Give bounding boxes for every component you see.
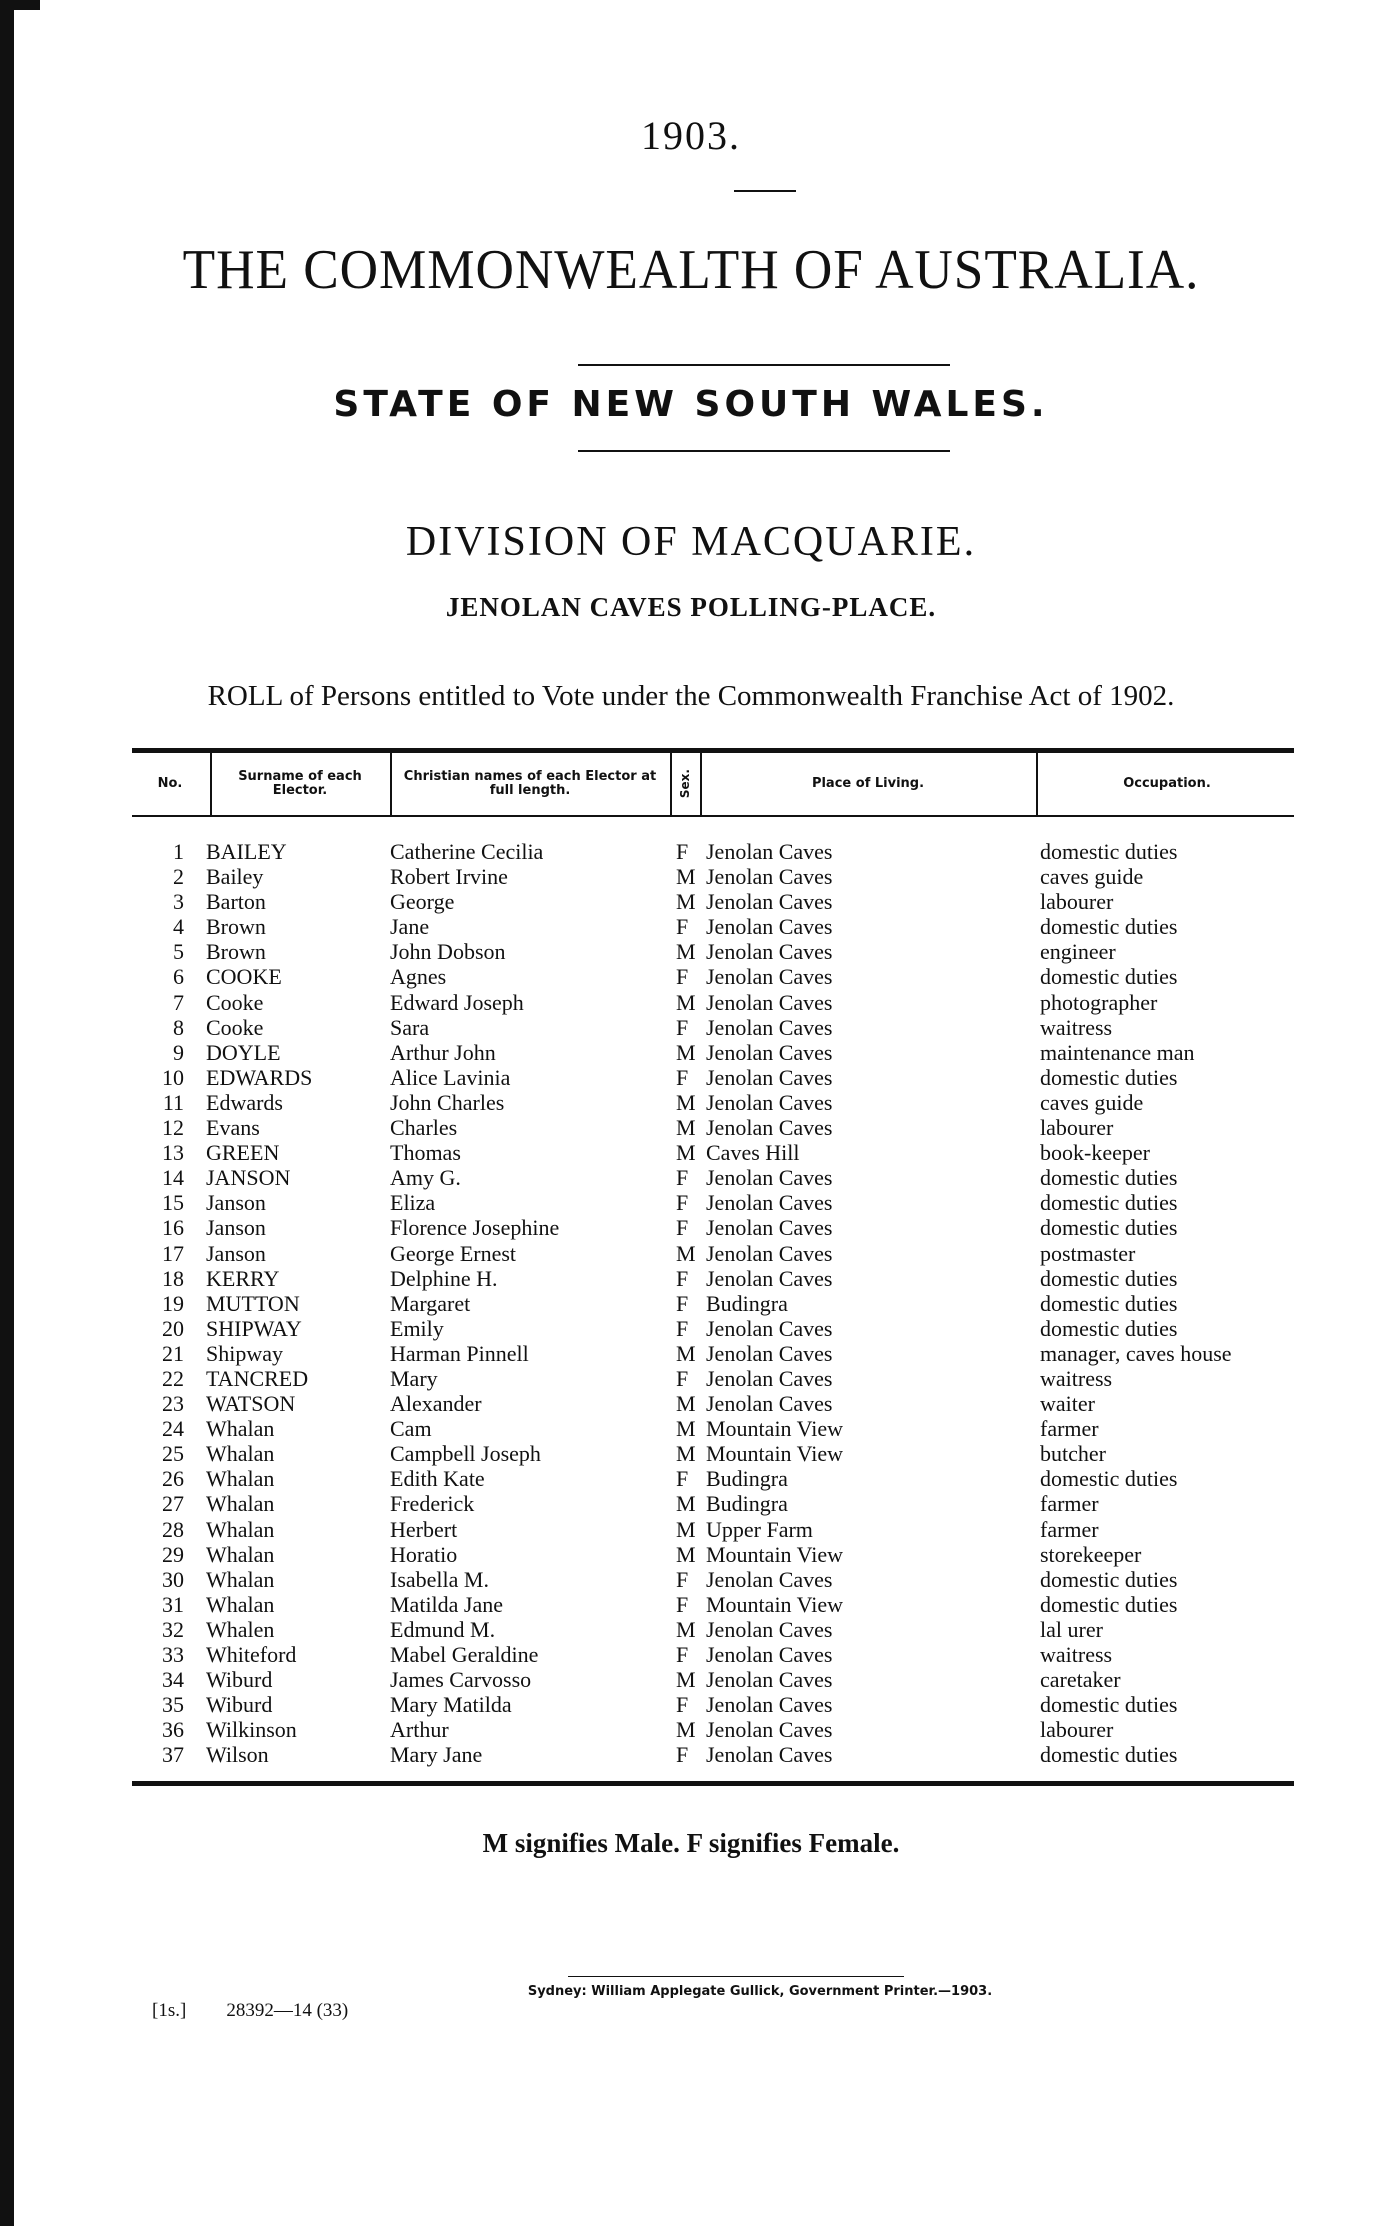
table-row (132, 1567, 1294, 1592)
scan-edge-bar (0, 0, 14, 2226)
col-header-christian-names: Christian names of each Elector at full length. (403, 769, 657, 798)
row-occupation: domestic duties (1040, 1315, 1178, 1341)
row-surname: Whalan (206, 1591, 275, 1617)
row-sex: M (676, 1340, 696, 1366)
row-place-of-living: Jenolan Caves (706, 1742, 833, 1768)
row-sex: F (676, 1290, 689, 1316)
row-surname: DOYLE (206, 1039, 281, 1065)
row-place-of-living: Jenolan Caves (706, 1165, 833, 1191)
row-surname: Cooke (206, 1014, 264, 1040)
row-occupation: book-keeper (1040, 1140, 1150, 1166)
row-sex: F (676, 964, 689, 990)
row-sex: F (676, 839, 689, 864)
header-divider (1036, 753, 1038, 815)
row-number: 24 (162, 1416, 184, 1442)
row-occupation: domestic duties (1040, 1692, 1178, 1718)
row-occupation: waiter (1040, 1391, 1095, 1417)
table-row (132, 1115, 1294, 1140)
table-row (132, 1165, 1294, 1190)
row-sex: F (676, 1742, 689, 1768)
table-row (132, 1517, 1294, 1542)
table-body (132, 839, 1294, 1767)
row-sex: F (676, 1642, 689, 1667)
division-heading: DIVISION OF MACQUARIE. (405, 519, 977, 565)
row-number: 2 (173, 864, 184, 890)
row-christian-names: Agnes (390, 964, 447, 990)
row-place-of-living: Jenolan Caves (706, 914, 833, 940)
table-row (132, 1391, 1294, 1416)
row-place-of-living: Jenolan Caves (706, 1340, 833, 1366)
row-number: 10 (162, 1064, 184, 1090)
row-number: 20 (162, 1315, 184, 1341)
row-number: 25 (162, 1441, 184, 1467)
print-code (152, 2000, 348, 2022)
row-place-of-living: Budingra (706, 1491, 788, 1517)
row-christian-names: Mary Matilda (390, 1692, 512, 1718)
row-sex: M (676, 1717, 696, 1743)
row-surname: SHIPWAY (206, 1315, 302, 1341)
row-place-of-living: Jenolan Caves (706, 1692, 833, 1718)
row-surname: Brown (206, 939, 266, 965)
row-sex: M (676, 1416, 696, 1442)
row-surname: Wilson (206, 1742, 269, 1768)
row-christian-names: Eliza (390, 1190, 436, 1216)
row-surname: Whalan (206, 1441, 275, 1467)
row-place-of-living: Mountain View (706, 1541, 843, 1567)
row-sex: F (676, 1014, 689, 1040)
electoral-roll-table (132, 748, 1294, 1786)
row-christian-names: Isabella M. (390, 1566, 489, 1592)
header-divider (700, 753, 702, 815)
row-occupation: labourer (1040, 1115, 1114, 1141)
row-sex: M (676, 1140, 696, 1166)
row-number: 29 (162, 1541, 184, 1567)
table-row (132, 1667, 1294, 1692)
row-surname: EDWARDS (206, 1064, 313, 1090)
row-christian-names: Matilda Jane (390, 1591, 504, 1617)
row-surname: Bailey (206, 864, 264, 890)
imprint-rule (568, 1976, 904, 1977)
row-sex: M (676, 939, 696, 965)
table-row (132, 1592, 1294, 1617)
row-surname: Whalan (206, 1466, 275, 1492)
row-occupation: domestic duties (1040, 1290, 1178, 1316)
table-row (132, 1065, 1294, 1090)
row-number: 16 (162, 1215, 184, 1241)
row-occupation: waitress (1040, 1365, 1113, 1391)
table-row (132, 1040, 1294, 1065)
row-sex: M (676, 1089, 696, 1115)
col-header-sex: Sex. (678, 769, 692, 799)
row-occupation: domestic duties (1040, 1466, 1178, 1492)
table-row (132, 1491, 1294, 1516)
row-place-of-living: Jenolan Caves (706, 939, 833, 965)
row-place-of-living: Jenolan Caves (706, 1717, 833, 1743)
table-row (132, 1316, 1294, 1341)
row-occupation: labourer (1040, 1717, 1114, 1743)
row-occupation: caves guide (1040, 864, 1144, 890)
table-row (132, 990, 1294, 1015)
row-occupation: farmer (1040, 1516, 1099, 1542)
row-sex: M (676, 1039, 696, 1065)
row-surname: Cooke (206, 989, 264, 1015)
row-sex: M (676, 1441, 696, 1467)
row-place-of-living: Jenolan Caves (706, 964, 833, 990)
row-surname: Wiburd (206, 1692, 273, 1718)
row-sex: F (676, 1365, 689, 1391)
row-place-of-living: Upper Farm (706, 1516, 813, 1542)
row-place-of-living: Jenolan Caves (706, 1667, 833, 1693)
row-number: 27 (162, 1491, 184, 1517)
row-christian-names: Mary Jane (390, 1742, 483, 1768)
header-divider (390, 753, 392, 815)
row-place-of-living: Jenolan Caves (706, 839, 833, 864)
row-place-of-living: Jenolan Caves (706, 889, 833, 915)
print-number: 28392—14 (33) (226, 2000, 349, 2021)
row-occupation: domestic duties (1040, 1064, 1178, 1090)
row-sex: M (676, 1491, 696, 1517)
table-row (132, 1341, 1294, 1366)
row-occupation: engineer (1040, 939, 1116, 965)
row-surname: Whalan (206, 1516, 275, 1542)
row-occupation: domestic duties (1040, 964, 1178, 990)
row-place-of-living: Jenolan Caves (706, 1365, 833, 1391)
row-occupation: domestic duties (1040, 1190, 1178, 1216)
table-row (132, 1742, 1294, 1767)
row-sex: F (676, 1315, 689, 1341)
table-row (132, 839, 1294, 864)
row-surname: MUTTON (206, 1290, 300, 1316)
row-number: 11 (162, 1089, 184, 1115)
row-sex: M (676, 864, 696, 890)
table-row (132, 1241, 1294, 1266)
row-place-of-living: Mountain View (706, 1441, 843, 1467)
row-occupation: domestic duties (1040, 1165, 1178, 1191)
table-row (132, 1140, 1294, 1165)
row-number: 13 (162, 1140, 184, 1166)
row-number: 8 (173, 1014, 184, 1040)
row-christian-names: Harman Pinnell (390, 1340, 529, 1366)
row-surname: Whalen (206, 1616, 275, 1642)
row-occupation: caves guide (1040, 1089, 1144, 1115)
row-christian-names: Herbert (390, 1516, 458, 1542)
col-header-place: Place of Living. (811, 776, 925, 791)
row-occupation: domestic duties (1040, 1215, 1178, 1241)
row-christian-names: Campbell Joseph (390, 1441, 541, 1467)
table-row (132, 1266, 1294, 1291)
table-row (132, 1692, 1294, 1717)
row-place-of-living: Jenolan Caves (706, 864, 833, 890)
row-number: 18 (162, 1265, 184, 1291)
row-sex: M (676, 1391, 696, 1417)
row-surname: BAILEY (206, 839, 287, 864)
row-surname: Janson (206, 1240, 266, 1266)
row-sex: F (676, 1165, 689, 1191)
row-surname: COOKE (206, 964, 282, 990)
row-sex: F (676, 1215, 689, 1241)
row-number: 12 (162, 1115, 184, 1141)
row-number: 5 (173, 939, 184, 965)
row-number: 31 (162, 1591, 184, 1617)
row-christian-names: Margaret (390, 1290, 471, 1316)
row-surname: Janson (206, 1190, 266, 1216)
row-number: 19 (162, 1290, 184, 1316)
row-sex: F (676, 1692, 689, 1718)
table-row (132, 1090, 1294, 1115)
row-christian-names: Catherine Cecilia (390, 839, 544, 864)
year-heading: 1903. (641, 113, 741, 158)
row-occupation: postmaster (1040, 1240, 1136, 1266)
row-christian-names: Sara (390, 1014, 430, 1040)
row-christian-names: John Dobson (390, 939, 506, 965)
row-number: 17 (162, 1240, 184, 1266)
row-sex: F (676, 1190, 689, 1216)
row-sex: M (676, 1616, 696, 1642)
table-row (132, 1441, 1294, 1466)
row-place-of-living: Mountain View (706, 1591, 843, 1617)
table-row (132, 1542, 1294, 1567)
polling-place-heading: JENOLAN CAVES POLLING-PLACE. (445, 592, 937, 622)
rule-above-state (578, 364, 950, 366)
row-surname: Wiburd (206, 1667, 273, 1693)
col-header-occupation: Occupation. (1123, 776, 1211, 791)
row-christian-names: Frederick (390, 1491, 475, 1517)
row-occupation: manager, caves house (1040, 1340, 1232, 1366)
row-surname: Brown (206, 914, 266, 940)
row-occupation: photographer (1040, 989, 1158, 1015)
row-sex: M (676, 1240, 696, 1266)
row-surname: Whalan (206, 1541, 275, 1567)
row-number: 14 (162, 1165, 184, 1191)
row-occupation: storekeeper (1040, 1541, 1142, 1567)
row-sex: F (676, 1566, 689, 1592)
row-number: 7 (173, 989, 184, 1015)
row-place-of-living: Jenolan Caves (706, 1566, 833, 1592)
row-occupation: domestic duties (1040, 839, 1178, 864)
row-surname: GREEN (206, 1140, 280, 1166)
row-christian-names: George Ernest (390, 1240, 517, 1266)
row-christian-names: Mary (390, 1365, 438, 1391)
row-place-of-living: Jenolan Caves (706, 1014, 833, 1040)
row-number: 34 (162, 1667, 184, 1693)
row-number: 35 (162, 1692, 184, 1718)
row-surname: JANSON (206, 1165, 291, 1191)
state-heading: STATE OF NEW SOUTH WALES. (333, 384, 1049, 425)
row-occupation: maintenance man (1040, 1039, 1195, 1065)
row-occupation: domestic duties (1040, 1265, 1178, 1291)
row-christian-names: Delphine H. (390, 1265, 498, 1291)
row-christian-names: John Charles (390, 1089, 505, 1115)
row-christian-names: James Carvosso (390, 1667, 532, 1693)
table-row (132, 1642, 1294, 1667)
row-occupation: caretaker (1040, 1667, 1121, 1693)
row-christian-names: Robert Irvine (390, 864, 508, 890)
row-christian-names: Mabel Geraldine (390, 1642, 539, 1667)
row-number: 23 (162, 1391, 184, 1417)
row-surname: Barton (206, 889, 266, 915)
row-number: 1 (173, 839, 184, 864)
row-surname: Wilkinson (206, 1717, 297, 1743)
row-place-of-living: Jenolan Caves (706, 1315, 833, 1341)
row-christian-names: Edith Kate (390, 1466, 485, 1492)
row-christian-names: Arthur (390, 1717, 449, 1743)
table-row (132, 1717, 1294, 1742)
row-christian-names: Horatio (390, 1541, 458, 1567)
row-christian-names: Florence Josephine (390, 1215, 560, 1241)
row-occupation: butcher (1040, 1441, 1106, 1467)
row-place-of-living: Jenolan Caves (706, 1215, 833, 1241)
row-number: 4 (173, 914, 184, 940)
row-number: 37 (162, 1742, 184, 1768)
row-place-of-living: Budingra (706, 1466, 788, 1492)
table-row (132, 1190, 1294, 1215)
row-place-of-living: Jenolan Caves (706, 1391, 833, 1417)
row-number: 26 (162, 1466, 184, 1492)
row-number: 9 (173, 1039, 184, 1065)
row-place-of-living: Caves Hill (706, 1140, 800, 1166)
row-occupation: waitress (1040, 1642, 1113, 1667)
row-christian-names: Charles (390, 1115, 458, 1141)
table-row (132, 1015, 1294, 1040)
row-sex: F (676, 1466, 689, 1492)
table-header (132, 753, 1294, 817)
row-number: 21 (162, 1340, 184, 1366)
row-sex: F (676, 1591, 689, 1617)
row-surname: Shipway (206, 1340, 283, 1366)
row-christian-names: Alexander (390, 1391, 482, 1417)
table-row (132, 1291, 1294, 1316)
row-place-of-living: Mountain View (706, 1416, 843, 1442)
row-surname: Edwards (206, 1089, 283, 1115)
row-number: 3 (173, 889, 184, 915)
row-christian-names: Arthur John (390, 1039, 496, 1065)
row-surname: WATSON (206, 1391, 296, 1417)
row-number: 15 (162, 1190, 184, 1216)
row-number: 32 (162, 1616, 184, 1642)
table-row (132, 1416, 1294, 1441)
row-place-of-living: Jenolan Caves (706, 1064, 833, 1090)
row-occupation: domestic duties (1040, 914, 1178, 940)
row-number: 22 (162, 1365, 184, 1391)
row-place-of-living: Jenolan Caves (706, 1089, 833, 1115)
row-occupation: lal urer (1040, 1616, 1103, 1642)
rule-below-state (578, 450, 950, 452)
row-surname: Janson (206, 1215, 266, 1241)
roll-description: ROLL of Persons entitled to Vote under the Commonwealth Franchise Act of 1902. (207, 680, 1175, 712)
row-sex: F (676, 1265, 689, 1291)
row-number: 33 (162, 1642, 184, 1667)
row-place-of-living: Jenolan Caves (706, 1190, 833, 1216)
row-christian-names: Thomas (390, 1140, 461, 1166)
row-place-of-living: Jenolan Caves (706, 1616, 833, 1642)
row-christian-names: Jane (390, 914, 430, 940)
header-divider (210, 753, 212, 815)
row-number: 30 (162, 1566, 184, 1592)
printer-imprint: Sydney: William Applegate Gullick, Government Printer.—1903. (527, 1984, 993, 1999)
row-sex: M (676, 1516, 696, 1542)
row-christian-names: George (390, 889, 455, 915)
row-place-of-living: Jenolan Caves (706, 989, 833, 1015)
row-sex: M (676, 989, 696, 1015)
sheet-mark: [1s.] (152, 2000, 187, 2021)
row-surname: KERRY (206, 1265, 280, 1291)
row-surname: Whalan (206, 1416, 275, 1442)
row-place-of-living: Jenolan Caves (706, 1240, 833, 1266)
table-row (132, 964, 1294, 989)
row-occupation: farmer (1040, 1416, 1099, 1442)
col-header-no: No. (157, 776, 183, 791)
sex-legend: M signifies Male. F signifies Female. (482, 1828, 900, 1858)
row-occupation: domestic duties (1040, 1566, 1178, 1592)
col-header-surname: Surname of each Elector. (238, 769, 362, 798)
row-place-of-living: Jenolan Caves (706, 1039, 833, 1065)
row-sex: M (676, 889, 696, 915)
table-row (132, 914, 1294, 939)
row-christian-names: Edward Joseph (390, 989, 524, 1015)
table-row (132, 1366, 1294, 1391)
row-number: 6 (173, 964, 184, 990)
row-number: 28 (162, 1516, 184, 1542)
row-occupation: domestic duties (1040, 1742, 1178, 1768)
short-rule (734, 190, 796, 192)
row-christian-names: Edmund M. (390, 1616, 496, 1642)
row-place-of-living: Budingra (706, 1290, 788, 1316)
row-christian-names: Alice Lavinia (390, 1064, 511, 1090)
row-occupation: labourer (1040, 889, 1114, 915)
row-number: 36 (162, 1717, 184, 1743)
row-sex: M (676, 1541, 696, 1567)
row-christian-names: Cam (390, 1416, 432, 1442)
row-sex: M (676, 1667, 696, 1693)
row-place-of-living: Jenolan Caves (706, 1265, 833, 1291)
row-surname: Whiteford (206, 1642, 297, 1667)
row-surname: Whalan (206, 1491, 275, 1517)
row-sex: M (676, 1115, 696, 1141)
row-surname: Whalan (206, 1566, 275, 1592)
table-row (132, 864, 1294, 889)
table-bottom-rule (132, 1781, 1294, 1786)
table-row (132, 1215, 1294, 1240)
row-surname: Evans (206, 1115, 260, 1141)
row-christian-names: Amy G. (390, 1165, 461, 1191)
row-place-of-living: Jenolan Caves (706, 1642, 833, 1667)
table-row (132, 1466, 1294, 1491)
row-surname: TANCRED (206, 1365, 309, 1391)
row-christian-names: Emily (390, 1315, 444, 1341)
row-occupation: waitress (1040, 1014, 1113, 1040)
table-row (132, 939, 1294, 964)
row-place-of-living: Jenolan Caves (706, 1115, 833, 1141)
table-row (132, 1617, 1294, 1642)
row-sex: F (676, 914, 689, 940)
table-row (132, 889, 1294, 914)
row-occupation: domestic duties (1040, 1591, 1178, 1617)
page-title: THE COMMONWEALTH OF AUSTRALIA. (182, 239, 1200, 301)
row-occupation: farmer (1040, 1491, 1099, 1517)
row-sex: F (676, 1064, 689, 1090)
